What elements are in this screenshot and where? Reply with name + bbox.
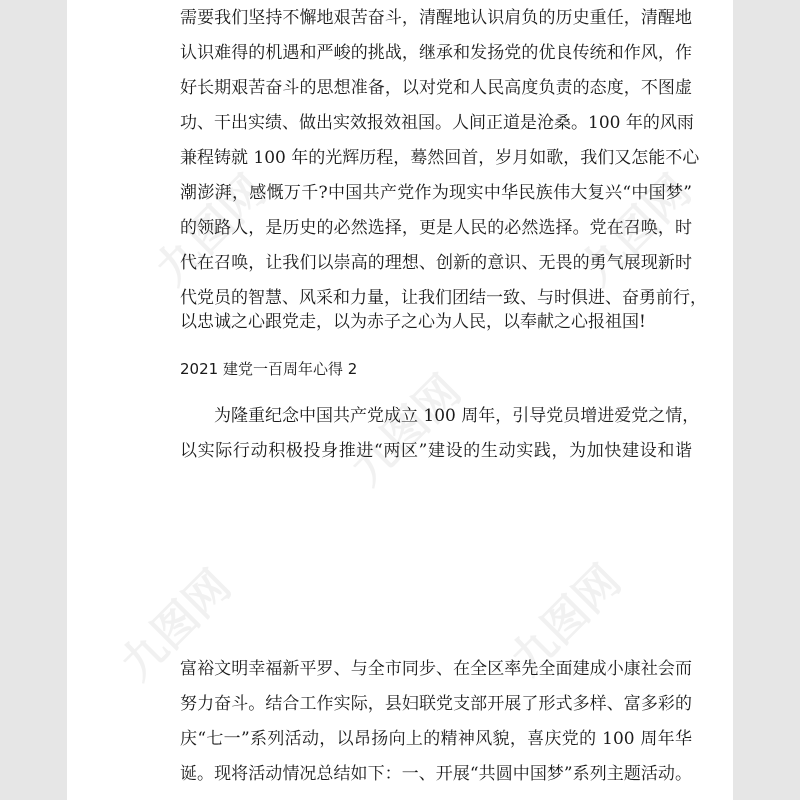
paragraph-line: 为隆重纪念中国共产党成立 100 周年，引导党员增进爱党之情， bbox=[214, 406, 700, 426]
paragraph-line: 的领路人，是历史的必然选择，更是人民的必然选择。党在召唤，时 bbox=[180, 218, 692, 238]
paragraph-line: 努力奋斗。结合工作实际，县妇联党支部开展了形式多样、富多彩的 bbox=[180, 694, 692, 714]
paragraph-line: 以实际行动积极投身推进“两区”建设的生动实践，为加快建设和谐 bbox=[180, 441, 692, 461]
paragraph-line: 功、干出实绩、做出实效报效祖国。人间正道是沧桑。100 年的风雨 bbox=[180, 113, 694, 133]
paragraph-line: 诞。现将活动情况总结如下：一、开展“共圆中国梦”系列主题活动。 bbox=[180, 764, 692, 784]
section-heading: 2021 建党一百周年心得 2 bbox=[180, 360, 358, 378]
paragraph-line: 兼程铸就 100 年的光辉历程，蓦然回首，岁月如歌，我们又怎能不心 bbox=[180, 148, 700, 168]
paragraph-line: 需要我们坚持不懈地艰苦奋斗，清醒地认识肩负的历史重任，清醒地 bbox=[180, 8, 692, 28]
paragraph-line: 代在召唤，让我们以崇高的理想、创新的意识、无畏的勇气展现新时 bbox=[180, 253, 692, 273]
watermark: 九图网 bbox=[571, 165, 701, 295]
paragraph-line: 好长期艰苦奋斗的思想准备，以对党和人民高度负责的态度，不图虚 bbox=[180, 78, 692, 98]
paragraph-line: 以忠诚之心跟党走，以为赤子之心为人民，以奉献之心报祖国! bbox=[180, 312, 646, 332]
watermark: 九图网 bbox=[341, 365, 471, 495]
document-page bbox=[67, 0, 733, 800]
paragraph-line: 潮澎湃，感慨万千?中国共产党作为现实中华民族伟大复兴“中国梦” bbox=[180, 183, 692, 203]
paragraph-line: 富裕文明幸福新平罗、与全市同步、在全区率先全面建成小康社会而 bbox=[180, 659, 692, 679]
watermark: 九图网 bbox=[111, 560, 241, 690]
paragraph-line: 庆“七一”系列活动，以昂扬向上的精神风貌，喜庆党的 100 周年华 bbox=[180, 729, 692, 749]
watermark: 九图网 bbox=[146, 165, 276, 295]
paragraph-line: 认识难得的机遇和严峻的挑战，继承和发扬党的优良传统和作风，作 bbox=[180, 43, 692, 63]
watermark: 九图网 bbox=[501, 555, 631, 685]
paragraph-line: 代党员的智慧、风采和力量，让我们团结一致、与时俱进、奋勇前行， bbox=[180, 288, 707, 308]
